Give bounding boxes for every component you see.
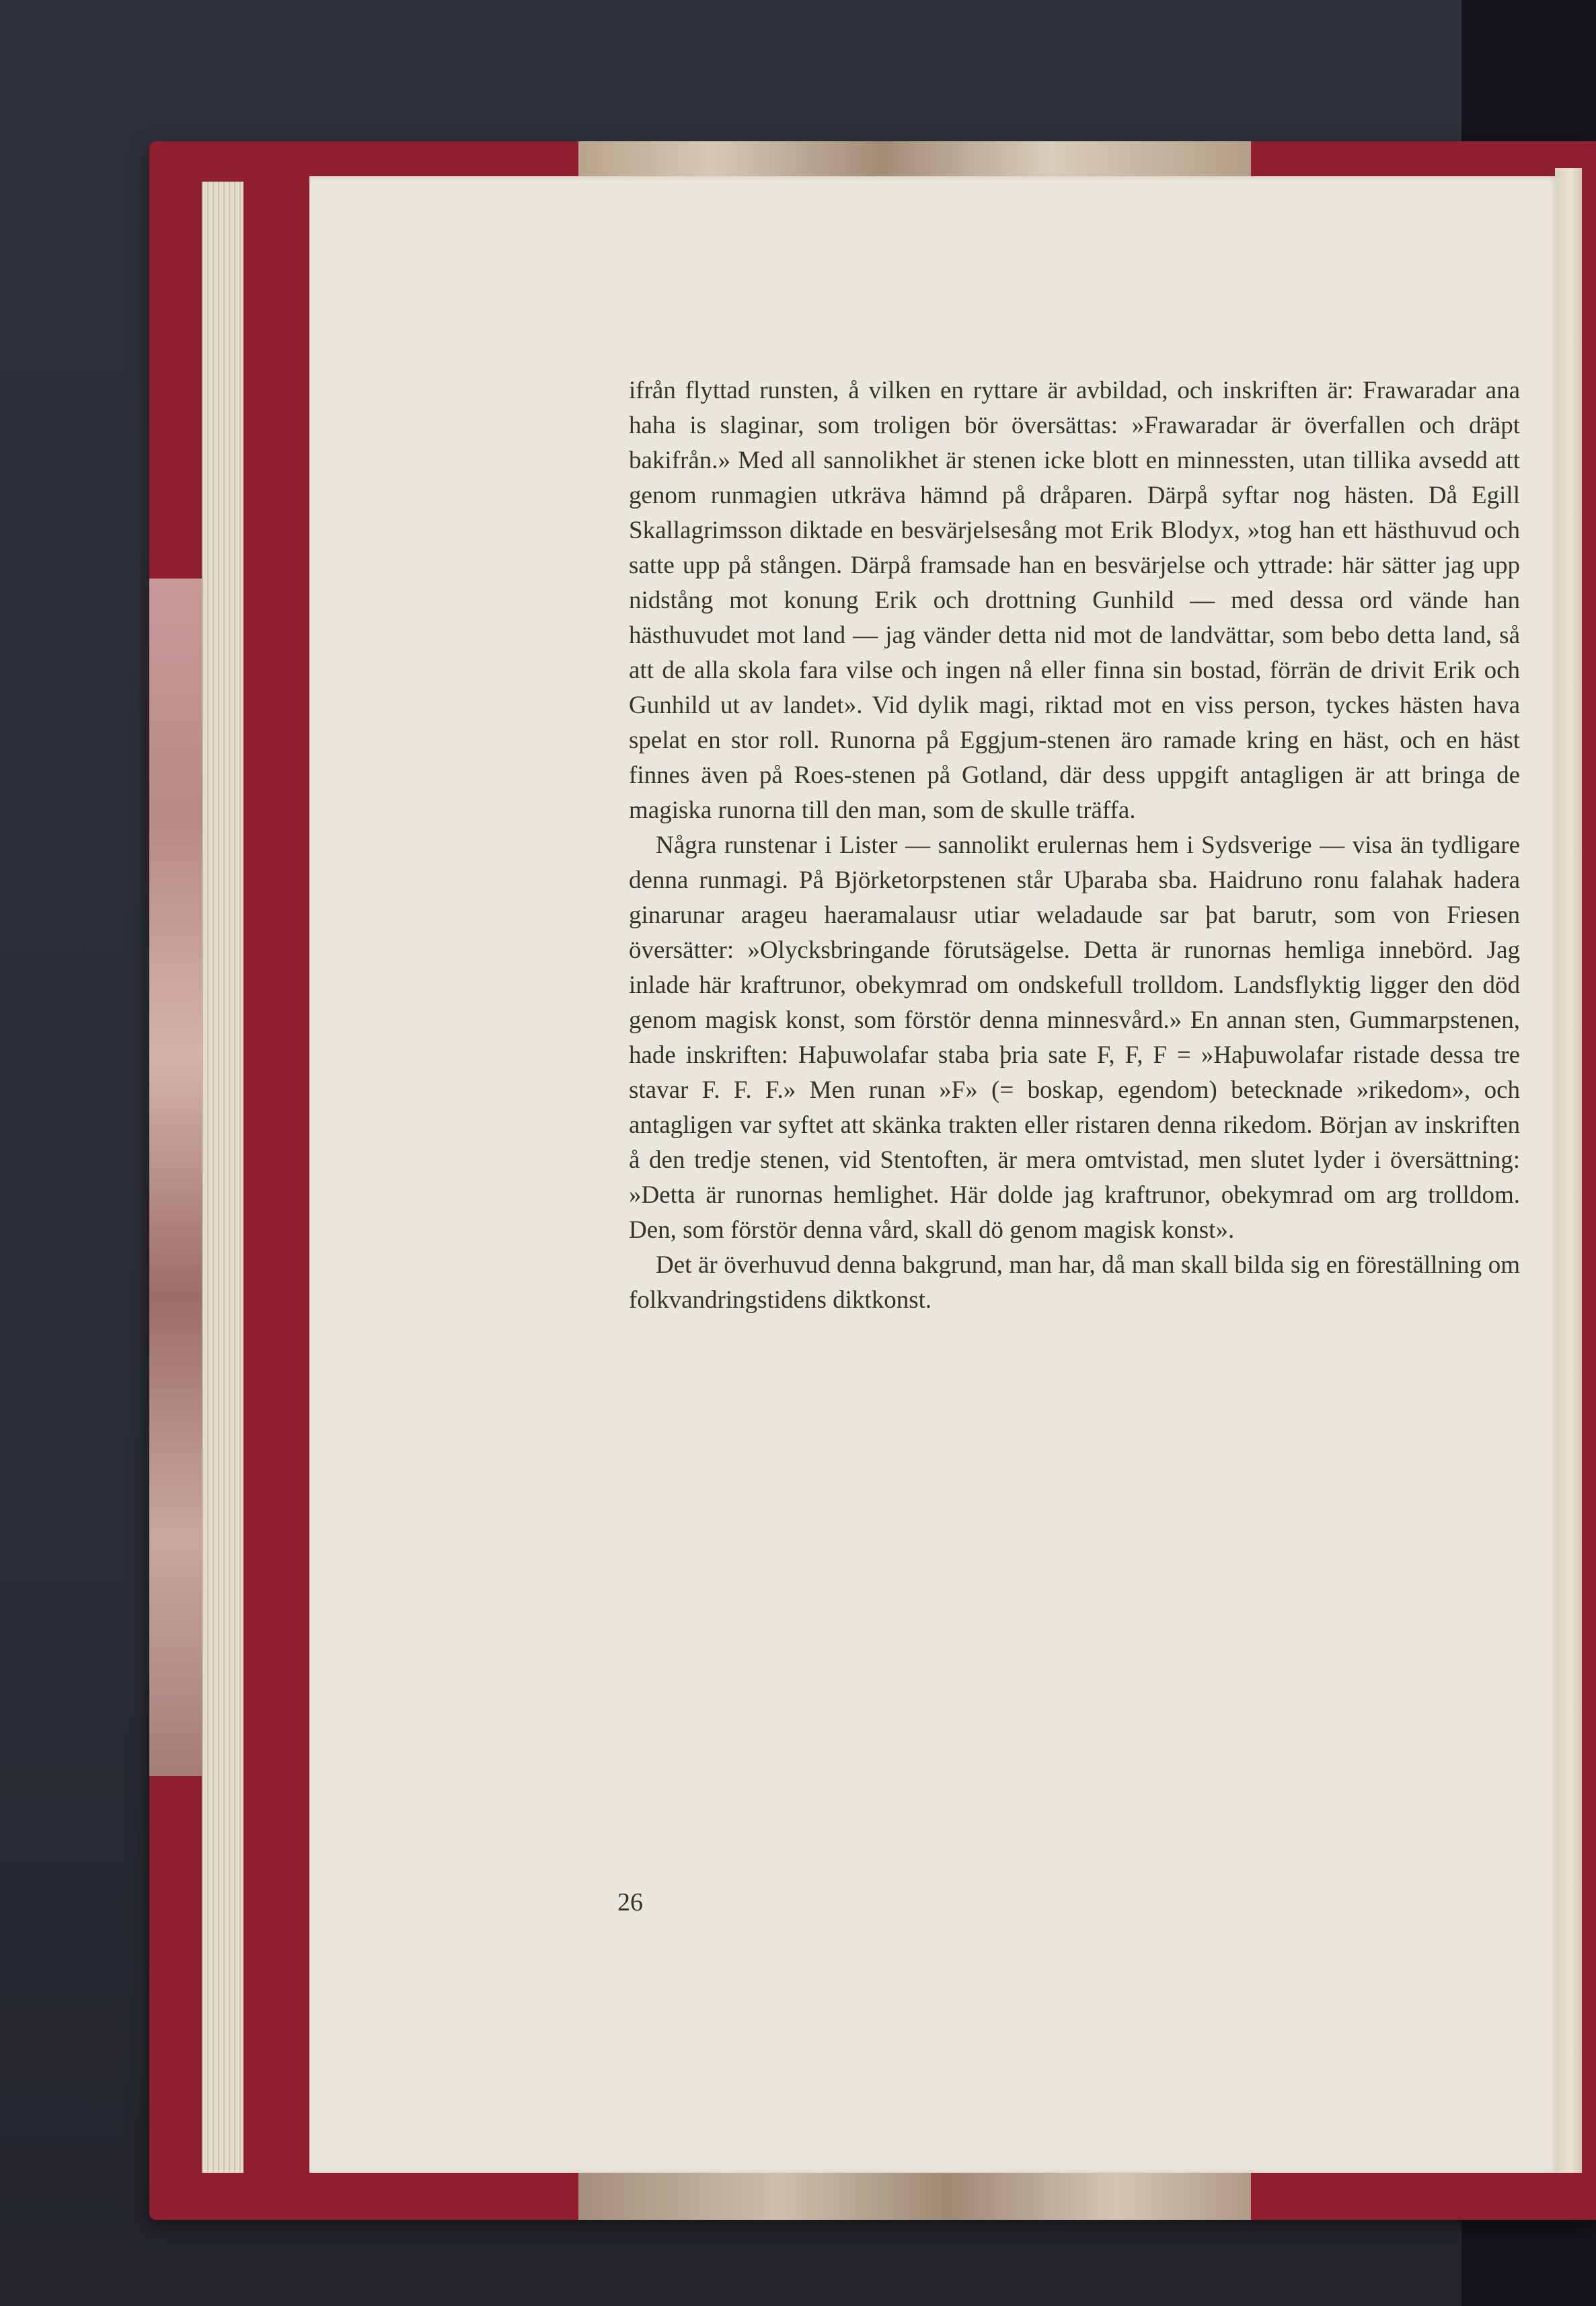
page-right-edge bbox=[1555, 168, 1582, 2173]
marbled-spine-edge bbox=[149, 579, 210, 1776]
page-number: 26 bbox=[617, 1888, 643, 1917]
body-text bbox=[629, 373, 1520, 1318]
paragraph-2: Några runstenar i Lister — sannolikt erulernas hem i Sydsverige — visa än tydligare denna runmagi. På Björketorpstenen står Uþaraba sba. Haidruno ronu falahak hadera ginarunar arageu haeramalausr utiar weladaude sar þat barutr, som von Friesen översätter: »Olycksbringande förutsägelse. Detta är runornas hemliga innebörd. Jag inlade här kraftrunor, obekymrad om ondskefull trolldom. Landsflyktig ligger den död genom magisk konst, som förstör denna minnesvård.» En annan sten, Gummarpstenen, hade inskriften: Haþuwolafar staba þria sate F, F, F = »Haþuwolafar ristade dessa tre stavar F. F. F.» Men runan »F» (= boskap, egendom) betecknade »rikedom», och antagligen var syftet att skänka trakten eller ristaren denna rikedom. Början av inskriften å den tredje stenen, vid Stentoften, är mera omtvistad, men slutet lyder i översättning: »Detta är runornas hemlighet. Här dolde jag kraftrunor, obekymrad om arg trolldom. Den, som förstör denna vård, skall dö genom magisk konst». bbox=[629, 831, 1520, 1244]
marbled-corner-bottom bbox=[578, 2173, 1251, 2220]
paragraph-1: ifrån flyttad runsten, å vilken en ryttare är avbildad, och inskriften är: Frawaradar ana haha is slaginar, som troligen bör översättas: »Frawaradar är överfallen och dräpt bakifrån.» Med all sannolikhet är stenen icke blott en minnessten, utan tillika avsedd att genom runmagien utkräva hämnd på dråparen. Därpå syftar nog hästen. Då Egill Skallagrimsson diktade en besvärjelsesång mot Erik Blodyx, »tog han ett hästhuvud och satte upp på stången. Därpå framsade han en besvärjelse och yttrade: här sätter jag upp nidstång mot konung Erik och drottning Gunhild — med dessa ord vände han hästhuvudet mot land — jag vänder detta nid mot de landvättar, som bebo detta land, så att de alla skola fara vilse och ingen nå eller finna sin bostad, förrän de drivit Erik och Gunhild ut av landet». Vid dylik magi, riktad mot en viss person, tyckes hästen hava spelat en stor roll. Runorna på Eggjum-stenen äro ramade kring en häst, och en häst finnes även på Roes-stenen på Gotland, där dess uppgift antagligen är att bringa de magiska runorna till den man, som de skulle träffa. bbox=[629, 377, 1520, 824]
page-edges bbox=[202, 182, 243, 2173]
paragraph-3: Det är överhuvud denna bakgrund, man har, då man skall bilda sig en föreställning om folkvandringstidens diktkonst. bbox=[629, 1251, 1520, 1314]
